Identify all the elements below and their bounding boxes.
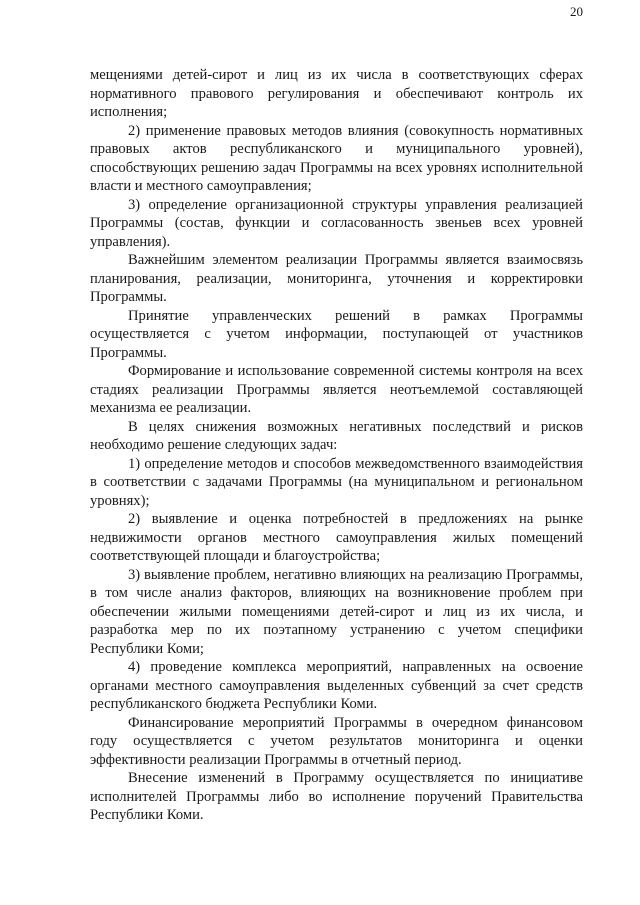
paragraph: 4) проведение комплекса мероприятий, направленных на освоение органами местного самоуправления выделенных субвенций за счет средств республиканского бюджета Республики Коми.	[90, 659, 583, 712]
paragraph: 2) применение правовых методов влияния (совокупность нормативных правовых актов республиканского и муниципального уровней), способствующих решению задач Программы на всех уровнях исполнительной власти и местного самоуправления;	[90, 122, 583, 194]
paragraph: Важнейшим элементом реализации Программы является взаимосвязь планирования, реализации, мониторинга, уточнения и корректировки Программы.	[90, 252, 583, 305]
paragraph: 1) определение методов и способов межведомственного взаимодействия в соответствии с задачами Программы (на муниципальном и региональном уровнях);	[90, 455, 583, 509]
paragraph: 2) выявление и оценка потребностей в предложениях на рынке недвижимости органов местного самоуправления жилых помещений соответствующей площади и благоустройства;	[90, 511, 583, 564]
paragraph-continuation: мещениями детей-сирот и лиц из их числа в соответствующих сферах нормативного правового регулирования и обеспечивают контроль их исполнения;	[90, 67, 583, 120]
paragraph: 3) определение организационной структуры управления реализацией Программы (состав, функции и согласованность звеньев всех уровней управления).	[90, 196, 583, 250]
page-number: 20	[570, 4, 583, 19]
paragraph: Принятие управленческих решений в рамках Программы осуществляется с учетом информации, поступающей от участников Программы.	[90, 307, 583, 361]
document-body	[90, 66, 583, 825]
paragraph: Формирование и использование современной системы контроля на всех стадиях реализации Программы является неотъемлемой составляющей механизма ее реализации.	[90, 363, 583, 416]
paragraph: 3) выявление проблем, негативно влияющих на реализацию Программы, в том числе анализ факторов, влияющих на возникновение проблем при обеспечении жилыми помещениями детей-сирот и лиц из их числа, и разработка мер по их поэтапному устранению с учетом специфики Республики Коми;	[90, 566, 583, 657]
paragraph: В целях снижения возможных негативных последствий и рисков необходимо решение следующих задач:	[90, 418, 583, 453]
paragraph: Внесение изменений в Программу осуществляется по инициативе исполнителей Программы либо во исполнение поручений Правительства Республики Коми.	[90, 770, 583, 823]
paragraph: Финансирование мероприятий Программы в очередном финансовом году осуществляется с учетом результатов мониторинга и оценки эффективности реализации Программы в отчетный период.	[90, 714, 583, 768]
